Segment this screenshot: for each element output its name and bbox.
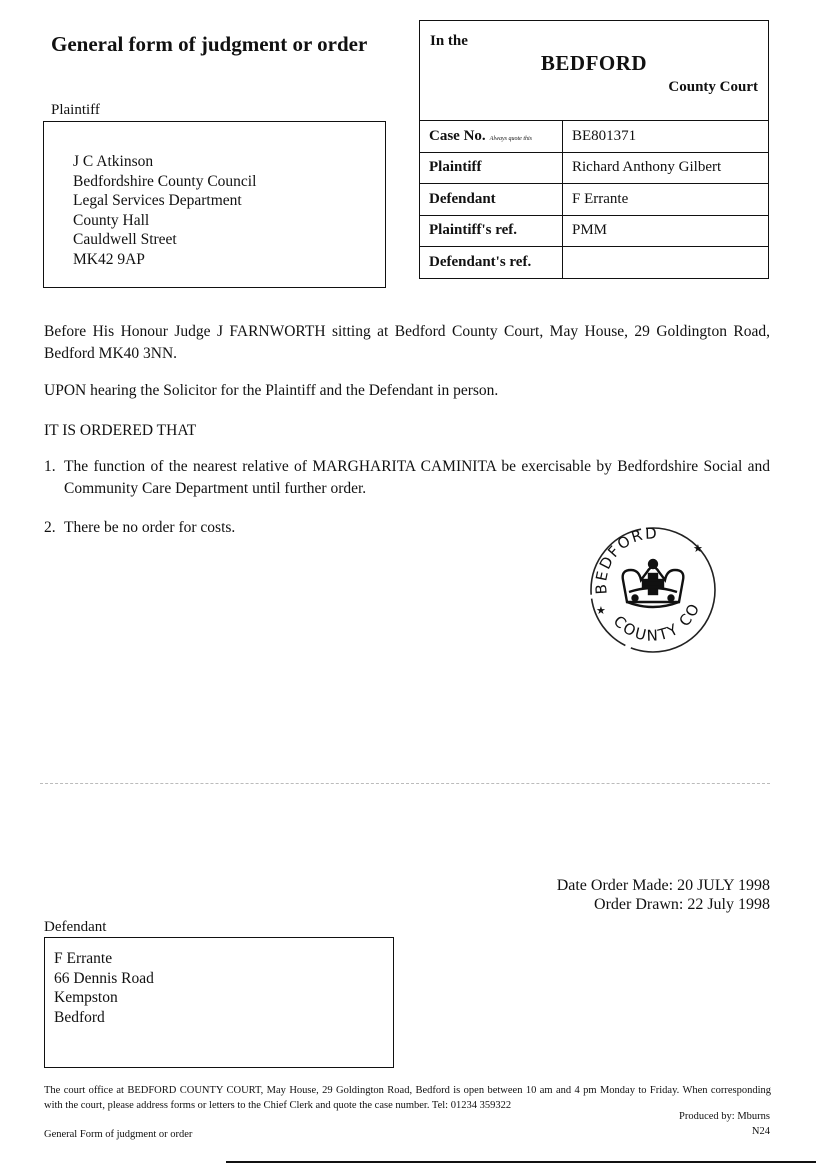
seal-top-text: BEDFORD bbox=[592, 524, 659, 595]
defendant-address-line: F Errante bbox=[54, 950, 113, 967]
order-dates bbox=[557, 876, 770, 914]
produced-by: Produced by: Mburns bbox=[679, 1111, 770, 1122]
defendant-ref-label: Defendant's ref. bbox=[420, 247, 563, 279]
bottom-rule bbox=[226, 1161, 816, 1163]
form-code: N24 bbox=[751, 1126, 770, 1137]
plaintiff-row-value: Richard Anthony Gilbert bbox=[563, 152, 769, 184]
case-no-row bbox=[420, 121, 769, 153]
order-item-text: The function of the nearest relative of MARGHARITA CAMINITA be exercisable by Bedfordshire Social and Community Care Department until further order. bbox=[64, 458, 770, 497]
court-name: BEDFORD bbox=[540, 51, 648, 75]
defendant-address-box bbox=[44, 937, 394, 1068]
case-no-label-cell bbox=[420, 121, 563, 153]
plaintiff-address-line: MK42 9AP bbox=[73, 250, 145, 268]
case-details-table bbox=[419, 120, 769, 279]
star-icon: ★ bbox=[693, 543, 703, 555]
date-order-made: Date Order Made: 20 JULY 1998 bbox=[556, 877, 770, 894]
plaintiff-address-box bbox=[43, 121, 386, 288]
plaintiff-label: Plaintiff bbox=[51, 102, 100, 118]
defendant-ref-row bbox=[420, 247, 769, 279]
court-suffix: County Court bbox=[668, 79, 758, 95]
order-item bbox=[44, 456, 770, 500]
case-no-label: Case No. bbox=[429, 127, 486, 144]
defendant-address-line: Bedford bbox=[54, 1008, 105, 1026]
court-in-the-label: In the bbox=[430, 33, 468, 49]
before-judge-paragraph: Before His Honour Judge J FARNWORTH sitting at Bedford County Court, May House, 29 Goldington Road, Bedford MK40 3NN. bbox=[44, 323, 770, 362]
seal-bottom-text: COUNTY CO bbox=[609, 599, 704, 645]
star-icon: ★ bbox=[596, 605, 606, 617]
defendant-address-line: Kempston bbox=[54, 989, 118, 1006]
plaintiff-row-label: Plaintiff bbox=[420, 152, 563, 184]
defendant-row-value: F Errante bbox=[563, 184, 769, 216]
plaintiff-address-line: Legal Services Department bbox=[73, 192, 242, 209]
plaintiff-row bbox=[420, 152, 769, 184]
defendant-address-line: 66 Dennis Road bbox=[54, 969, 154, 987]
case-no-note: Always quote this bbox=[489, 135, 533, 142]
crown-icon bbox=[623, 560, 684, 607]
plaintiff-ref-label: Plaintiff's ref. bbox=[420, 215, 563, 247]
ordered-heading: IT IS ORDERED THAT bbox=[44, 422, 197, 439]
court-header-box bbox=[419, 20, 769, 121]
form-name-footer: General Form of judgment or order bbox=[44, 1129, 193, 1140]
seal-graphic bbox=[583, 518, 723, 658]
order-item-number: 1. bbox=[44, 458, 56, 475]
order-item-number: 2. bbox=[44, 519, 56, 536]
upon-hearing-paragraph: UPON hearing the Solicitor for the Plaintiff and the Defendant in person. bbox=[44, 382, 499, 399]
court-seal-stamp bbox=[583, 518, 723, 658]
plaintiff-address-line: Bedfordshire County Council bbox=[73, 172, 257, 190]
defendant-ref-value bbox=[563, 247, 769, 279]
plaintiff-address-line: County Hall bbox=[73, 211, 150, 229]
fold-separator bbox=[40, 783, 770, 784]
order-item-text: There be no order for costs. bbox=[64, 519, 236, 536]
order-drawn-date: Order Drawn: 22 July 1998 bbox=[594, 896, 770, 913]
case-no-value: BE801371 bbox=[563, 121, 769, 153]
plaintiff-address-line: Cauldwell Street bbox=[73, 231, 177, 248]
defendant-row bbox=[420, 184, 769, 216]
plaintiff-ref-row bbox=[420, 215, 769, 247]
defendant-label: Defendant bbox=[44, 919, 107, 935]
court-office-notice: The court office at BEDFORD COUNTY COURT, May House, 29 Goldington Road, Bedford is open between 10 am and 4 pm Monday to Friday. When corresponding with the court, please address forms or letters to the Chief Clerk and quote the case number. Tel: 01234 359322 bbox=[44, 1085, 771, 1111]
plaintiff-address-line: J C Atkinson bbox=[73, 153, 154, 170]
plaintiff-ref-value: PMM bbox=[563, 215, 769, 247]
defendant-row-label: Defendant bbox=[420, 184, 563, 216]
form-title: General form of judgment or order bbox=[51, 32, 368, 56]
